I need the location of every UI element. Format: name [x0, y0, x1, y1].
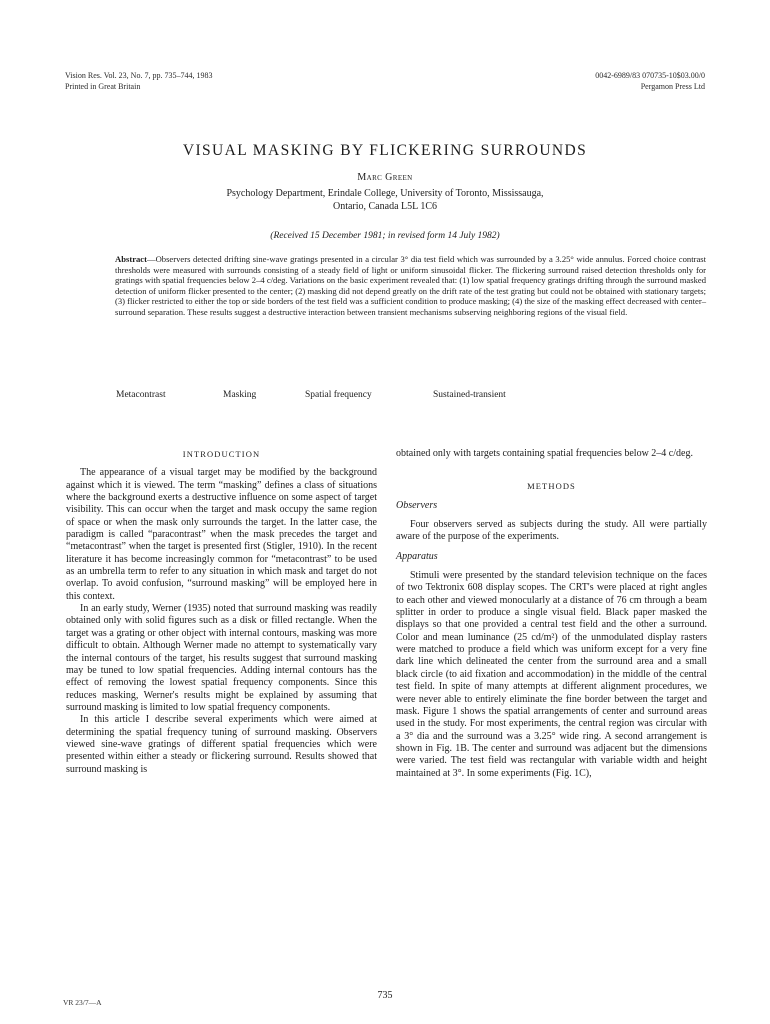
body-paragraph: The appearance of a visual target may be modified by the background against which it is viewed. The term “masking” defines a class of situations where the background exerts a destructive influence on some aspect of target visibility. This can occur when the target and mask occupy the same region of space or when the mask only surrounds the target. In the latter case, the paradigm is called “paracontrast” when the mask precedes the target and “metacontrast” when the target is presented first (Stigler, 1910). In the recent literature it has become increasingly common for “metacontrast” to be used as an umbrella term to refer to any situation in which mask and target do not overlap. To avoid confusion, “surround masking” will be employed here in this context.	[66, 467, 377, 602]
body-paragraph: In this article I describe several experiments which were aimed at determining the spatial frequency tuning of surround masking. Observers viewed sine-wave gratings of different spatial frequencies which were presented within either a steady or flickering surround. Results showed that surround masking is	[66, 714, 377, 775]
right-column	[396, 448, 707, 780]
introduction-heading: INTRODUCTION	[182, 449, 261, 459]
keyword: Masking	[223, 390, 257, 400]
affiliation-line: Psychology Department, Erindale College, University of Toronto, Mississauga,	[226, 188, 544, 199]
article-title: VISUAL MASKING BY FLICKERING SURROUNDS	[182, 142, 588, 159]
abstract-label: Abstract	[115, 254, 147, 264]
issn-line: 0042-6989/83 070735-10$03.00/0	[595, 71, 705, 80]
issn-block	[595, 71, 705, 92]
author-name: Marc Green	[357, 172, 413, 183]
page-number: 735	[377, 990, 393, 1001]
publisher-line: Pergamon Press Ltd	[640, 81, 705, 91]
printed-in-line: Printed in Great Britain	[65, 81, 141, 91]
methods-heading: METHODS	[527, 481, 576, 492]
body-paragraph: obtained only with targets containing spatial frequencies below 2–4 c/deg.	[396, 448, 693, 459]
left-column	[66, 448, 377, 776]
observers-subheading: Observers	[396, 499, 438, 511]
footer-code: VR 23/7—A	[63, 998, 102, 1007]
journal-citation	[65, 71, 212, 92]
keyword: Sustained-transient	[433, 390, 506, 400]
keyword: Metacontrast	[116, 390, 166, 400]
received-dates: (Received 15 December 1981; in revised form 14 July 1982)	[270, 231, 500, 241]
affiliation-line: Ontario, Canada L5L 1C6	[332, 200, 438, 212]
journal-citation-line: Vision Res. Vol. 23, No. 7, pp. 735–744, 1983	[65, 71, 213, 80]
author-affiliation	[0, 188, 770, 213]
body-paragraph: In an early study, Werner (1935) noted that surround masking was readily obtained only with solid figures such as a disk or filled rectangle. When the target was a grating or other object with internal contours, masking was more difficult to obtain. Although Werner made no attempt to systematically vary the internal contours of the target, his results suggest that surround masking may be tuned to low spatial frequencies. Adding internal contours has the effect of removing the lowest spatial frequency components. Since this reduces masking, Werner's results might be explained by assuming that surround masking is limited to low spatial frequency components.	[66, 603, 377, 713]
body-paragraph: Four observers served as subjects during the study. All were partially aware of the purpose of the experiments.	[396, 519, 707, 543]
apparatus-subheading: Apparatus	[396, 550, 438, 562]
abstract	[115, 254, 706, 318]
abstract-text: —Observers detected drifting sine-wave gratings presented in a circular 3° dia test field which was surrounded by a 3.25° wide annulus. Forced choice contrast thresholds were measured with surrounds consisting of a steady field of light or uniform sinusoidal flicker. The flickering surround raised detection thresholds only for gratings with spatial frequencies below 2–4 c/deg. Variations on the basic experiment revealed that: (1) low spatial frequency gratings drifting through the surround masked detection of uniform flicker presented to the center; (2) masking did not depend greatly on the drift rate of the test grating but could not be obtained with stationary targets; (3) flicker restricted to either the top or side borders of the test field was a sufficient condition to produce masking; (4) the size of the masking effect decreased with center–surround separation. These results suggest a destructive interaction between transient mechanisms subserving neighboring regions of the visual field.	[115, 254, 707, 317]
body-paragraph: Stimuli were presented by the standard television technique on the faces of two Tektronix 608 display scopes. The CRT's were placed at right angles to each other and viewed monocularly at a distance of 76 cm through a beam splitter in order to produce a single visual field. Black paper masked the displays so that one provided a central test field and the other a surround. Color and mean luminance (25 cd/m²) of the unmodulated display rasters were matched to produce a field which was uniform except for a very fine dark line which delineated the center from the surround area and a small black circle (to aid fixation and accommodation) in the middle of the central test field. In spite of many attempts at different alignment procedures, we were never able to entirely eliminate the fine border between the target and mask. Figure 1 shows the spatial arrangements of center and surround areas used in the study. For most experiments, the central region was circular with a 3° dia and the surround was a 3.25° wide ring. A second arrangement is shown in Fig. 1B. The center and surround was adjacent but the dimensions were varied. The test field was rectangular with variable width and height maintained at 3°. In some experiments (Fig. 1C),	[396, 570, 707, 779]
keyword: Spatial frequency	[305, 390, 372, 400]
